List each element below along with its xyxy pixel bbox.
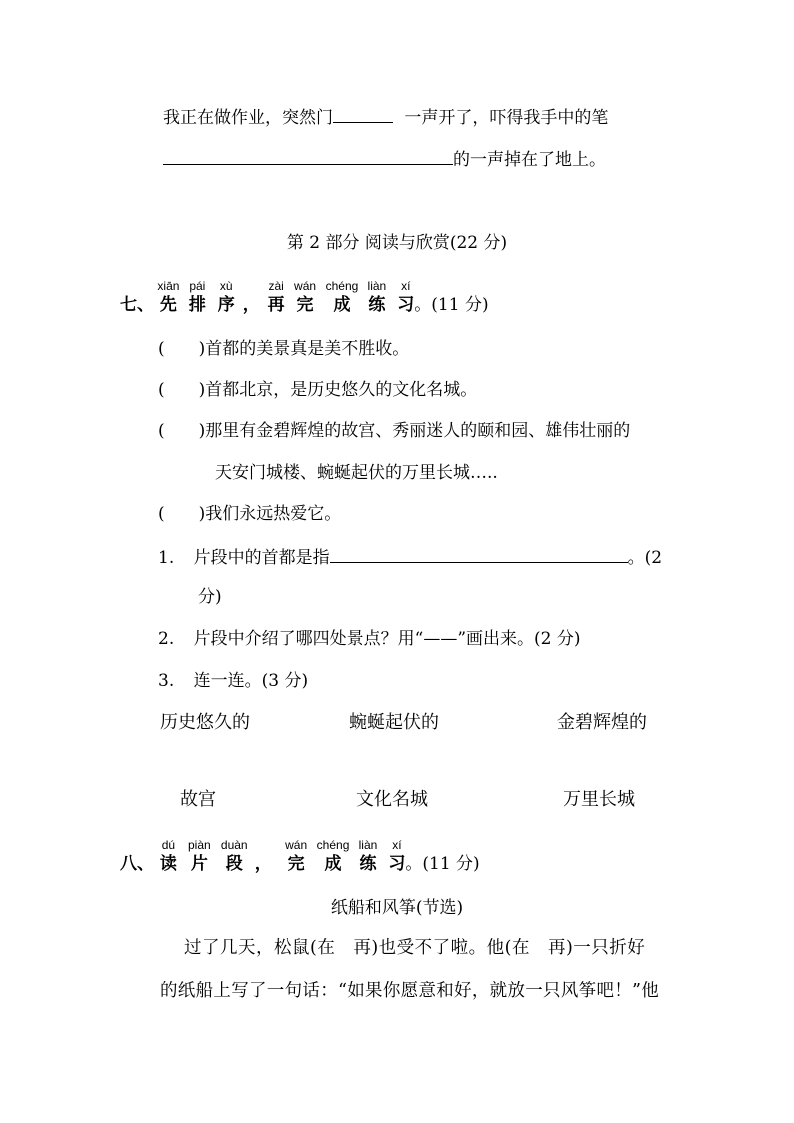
- q7-sentence-3: ( )那里有金碧辉煌的故宫、秀丽迷人的颐和园、雄伟壮丽的: [158, 421, 631, 441]
- q7-heading: [120, 279, 489, 316]
- q7-pinyin: xiān: [157, 279, 180, 293]
- fill-in-text-1a: 我正在做作业，突然门: [163, 108, 333, 128]
- q8-pinyin: chéng: [316, 838, 350, 852]
- blank-1[interactable]: [333, 106, 393, 123]
- fill-in-line-1: [163, 106, 608, 129]
- q7-char: zài 再: [268, 294, 285, 316]
- match-top-2[interactable]: 蜿蜒起伏的: [349, 712, 439, 733]
- q7-pinyin: zài: [268, 279, 284, 293]
- q8-pinyin: xí: [392, 838, 402, 852]
- q8-pinyin: piàn: [188, 838, 211, 852]
- q7-pinyin: pái: [189, 279, 206, 293]
- order-paren[interactable]: ( ): [158, 380, 206, 400]
- q7-pinyin: wán: [294, 279, 317, 293]
- q7-char: xiān 先: [160, 294, 177, 316]
- q7-sub-3: 3. 连一连。(3 分): [158, 671, 309, 691]
- sub-number: 2.: [158, 629, 175, 649]
- q8-heading: [120, 838, 480, 875]
- sub-number: 1.: [158, 548, 175, 568]
- fill-in-text-1b: 一声开了，吓得我手中的笔: [404, 108, 609, 128]
- q8-char: xí 习: [388, 853, 405, 875]
- match-top-3[interactable]: 金碧辉煌的: [557, 712, 647, 733]
- q7-sub-2: 2. 片段中介绍了哪四处景点？用“——”画出来。(2 分): [158, 629, 581, 649]
- passage-line-2: 的纸船上写了一句话：“如果你愿意和好，就放一只风筝吧！”他: [160, 981, 660, 1001]
- q8-char: liàn 练: [359, 853, 376, 875]
- q7-char: pái 排: [189, 294, 206, 316]
- order-paren[interactable]: ( ): [158, 504, 206, 524]
- q8-score: 。(11 分): [405, 854, 480, 874]
- q8-char: wán 完: [288, 853, 305, 875]
- fill-in-line-2: [163, 148, 606, 171]
- q8-char: duàn 段: [226, 853, 243, 875]
- q8-number: 八、: [120, 854, 154, 874]
- order-paren[interactable]: ( ): [158, 421, 206, 441]
- order-paren[interactable]: ( ): [158, 339, 206, 359]
- blank-2[interactable]: [163, 148, 453, 165]
- section-title: 第 2 部分 阅读与欣赏(22 分): [286, 233, 508, 253]
- q8-char: chéng 成: [325, 853, 342, 875]
- q7-pinyin: liàn: [367, 279, 387, 293]
- q7-char: xù 序: [218, 294, 235, 316]
- match-bottom-1[interactable]: 故宫: [180, 789, 216, 810]
- q7-char: ，: [242, 295, 260, 315]
- q7-char: chéng 成: [333, 294, 350, 316]
- fill-in-text-2: 的一声掉在了地上。: [453, 150, 606, 170]
- q7-pinyin: chéng: [325, 279, 359, 293]
- q7-sentence-4: ( )我们永远热爱它。: [158, 504, 342, 524]
- q7-sub-1-cont: 分): [198, 587, 222, 607]
- match-top-1[interactable]: 历史悠久的: [160, 712, 250, 733]
- q8-char: piàn 片: [191, 853, 208, 875]
- q8-pinyin: wán: [285, 838, 308, 852]
- passage-line-1: 过了几天，松鼠(在 再)也受不了啦。他(在 再)一只折好: [184, 938, 646, 958]
- q7-pinyin: xí: [401, 279, 411, 293]
- q8-char: dú 读: [160, 853, 177, 875]
- q7-score: 。(11 分): [414, 295, 489, 315]
- q8-char: ，: [254, 854, 272, 874]
- q8-pinyin: liàn: [358, 838, 378, 852]
- q7-number: 七、: [120, 295, 154, 315]
- q7-sub-1: 1. 片段中的首都是指 。(2: [158, 548, 663, 568]
- q7-sentence-3-cont: 天安门城楼、蜿蜒起伏的万里长城…..: [215, 463, 498, 483]
- match-bottom-2[interactable]: 文化名城: [356, 789, 428, 810]
- passage-title: 纸船和风筝(节选): [330, 898, 464, 918]
- q7-sentence-2: ( )首都北京，是历史悠久的文化名城。: [158, 380, 478, 400]
- q8-pinyin: duàn: [220, 838, 248, 852]
- q7-char: wán 完: [297, 294, 314, 316]
- q7-pinyin: xù: [219, 279, 233, 293]
- q7-char: xí 习: [397, 294, 414, 316]
- answer-blank[interactable]: [330, 546, 628, 563]
- sub-number: 3.: [158, 671, 175, 691]
- q8-pinyin: dú: [161, 838, 176, 852]
- match-bottom-3[interactable]: 万里长城: [563, 789, 635, 810]
- q7-sentence-1: ( )首都的美景真是美不胜收。: [158, 339, 410, 359]
- q7-char: liàn 练: [368, 294, 385, 316]
